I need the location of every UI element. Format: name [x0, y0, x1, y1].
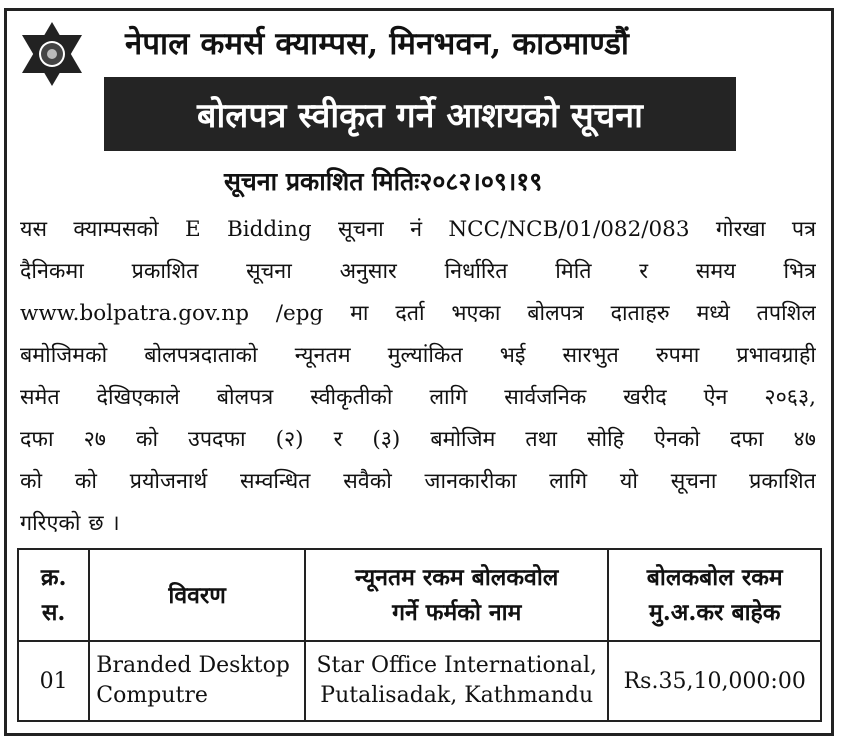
- notice-word: Bidding: [226, 217, 312, 242]
- published-date: सूचना प्रकाशित मितिः२०८२।०९।१९: [224, 167, 543, 196]
- notice-line: [20, 420, 816, 462]
- notice-word: लागि: [429, 385, 468, 410]
- notice-word: /epg: [275, 301, 324, 326]
- notice-word: न्यूनतम: [294, 343, 351, 368]
- notice-word: ऐनको: [654, 427, 700, 452]
- notice-line: [20, 294, 816, 336]
- notice-word: E: [184, 217, 201, 242]
- notice-title: बोलपत्र स्वीकृत गर्ने आशयको सूचना: [197, 96, 643, 136]
- notice-word: खरीद: [623, 385, 667, 410]
- notice-word: गरिएको: [20, 511, 81, 536]
- notice-word: नं: [410, 217, 423, 242]
- award-table: [17, 548, 822, 722]
- cell-description: [89, 641, 305, 721]
- header-text: मु.अ.कर बाहेक: [649, 599, 781, 627]
- header-serial-number: [18, 549, 89, 641]
- notice-line: [20, 210, 816, 252]
- notice-word: २७: [83, 427, 106, 452]
- notice-word: गोरखा: [715, 217, 766, 242]
- notice-word: तपशिल: [756, 301, 816, 326]
- notice-word: (२): [275, 427, 304, 452]
- cell-firm-name: [305, 641, 608, 721]
- notice-word: छ: [88, 511, 104, 536]
- notice-line: [20, 462, 816, 504]
- notice-word: देखिएकाले: [96, 385, 180, 410]
- notice-word: सूचना: [338, 217, 384, 242]
- cell-amount: Rs.35,10,000:00: [608, 641, 821, 721]
- notice-word: सम्वन्धित: [239, 469, 311, 494]
- notice-word: र: [333, 427, 343, 452]
- notice-word: स्वीकृतीको: [310, 385, 393, 410]
- notice-word: तथा: [525, 427, 557, 452]
- notice-word: सारभुत: [562, 343, 619, 368]
- notice-word: सोहि: [586, 427, 625, 452]
- notice-word: अनुसार: [339, 259, 397, 284]
- notice-word: (३): [372, 427, 401, 452]
- notice-word: निर्धारित: [444, 259, 508, 284]
- notice-word: भएका: [451, 301, 501, 326]
- notice-word: ४७: [793, 427, 816, 452]
- notice-word: यस: [20, 217, 48, 242]
- notice-word: मध्ये: [696, 301, 730, 326]
- notice-word: बोलपत्र: [216, 385, 274, 410]
- notice-line: [20, 378, 816, 420]
- notice-word: लागि: [549, 469, 588, 494]
- notice-word: सूचना: [670, 469, 717, 494]
- notice-word: प्रकाशित: [131, 259, 199, 284]
- table-header-row: [18, 549, 821, 641]
- notice-title-banner: [104, 77, 736, 151]
- notice-word: को: [135, 427, 159, 452]
- notice-word: उपदफा: [188, 427, 246, 452]
- college-name: नेपाल कमर्स क्याम्पस, मिनभवन, काठमाण्डौं: [125, 26, 630, 62]
- notice-word: ।: [111, 511, 120, 536]
- notice-word: भित्र: [783, 259, 816, 284]
- notice-word: मा: [350, 301, 369, 326]
- header-firm-name: [305, 549, 608, 641]
- notice-word: २०६३,: [764, 385, 816, 410]
- notice-word: समय: [695, 259, 736, 284]
- header-text: विवरण: [168, 581, 226, 609]
- table-row: [18, 641, 821, 721]
- notice-word: रुपमा: [655, 343, 700, 368]
- header-text: गर्ने फर्मको नाम: [392, 599, 522, 627]
- notice-word: समेत: [20, 385, 60, 410]
- notice-word: को: [20, 469, 43, 494]
- notice-word: सार्वजनिक: [504, 385, 587, 410]
- notice-word: को: [74, 469, 97, 494]
- notice-word: यो: [619, 469, 638, 494]
- nepal-government-emblem-icon: [18, 20, 86, 88]
- cell-text: Computre: [96, 683, 208, 709]
- notice-word: प्रयोजनार्थ: [129, 469, 208, 494]
- notice-word: सूचना: [246, 259, 292, 284]
- notice-word: प्रभावग्राही: [736, 343, 816, 368]
- notice-word: प्रकाशित: [749, 469, 816, 494]
- header-text: स.: [41, 599, 66, 627]
- header-text: न्यूनतम रकम बोलकवोल: [355, 564, 559, 592]
- cell-serial-number: 01: [18, 641, 89, 721]
- notice-word: पत्र: [791, 217, 816, 242]
- notice-body: [20, 210, 816, 546]
- notice-word: बोलपत्र: [527, 301, 584, 326]
- notice-word: ऐन: [703, 385, 728, 410]
- notice-word: भई: [499, 343, 526, 368]
- notice-word: बमोजिम: [430, 427, 496, 452]
- notice-word: र: [639, 259, 649, 284]
- notice-word: जानकारीका: [424, 469, 517, 494]
- header-bid-amount: [608, 549, 821, 641]
- notice-word: www.bolpatra.gov.np: [20, 301, 249, 326]
- notice-word: क्याम्पसको: [73, 217, 159, 242]
- notice-word: NCC/NCB/01/082/083: [448, 217, 690, 242]
- header-description: [89, 549, 305, 641]
- header-text: क्र.: [40, 564, 67, 592]
- cell-text: Putalisadak, Kathmandu: [320, 683, 594, 709]
- cell-text: Star Office International,: [316, 653, 598, 679]
- notice-word: मिति: [555, 259, 592, 284]
- notice-word: दर्ता: [395, 301, 425, 326]
- notice-word: दफा: [20, 427, 54, 452]
- notice-line: [20, 252, 816, 294]
- notice-line: [20, 336, 816, 378]
- notice-line: [20, 504, 816, 546]
- cell-text: Branded Desktop: [96, 653, 290, 679]
- notice-word: मुल्यांकित: [387, 343, 463, 368]
- notice-word: दैनिकमा: [20, 259, 84, 284]
- notice-word: दाताहरु: [610, 301, 670, 326]
- notice-word: सवैको: [343, 469, 392, 494]
- notice-word: बोलपत्रदाताको: [144, 343, 258, 368]
- notice-word: दफा: [729, 427, 764, 452]
- header-text: बोलकबोल रकम: [646, 564, 783, 592]
- notice-word: बमोजिमको: [20, 343, 108, 368]
